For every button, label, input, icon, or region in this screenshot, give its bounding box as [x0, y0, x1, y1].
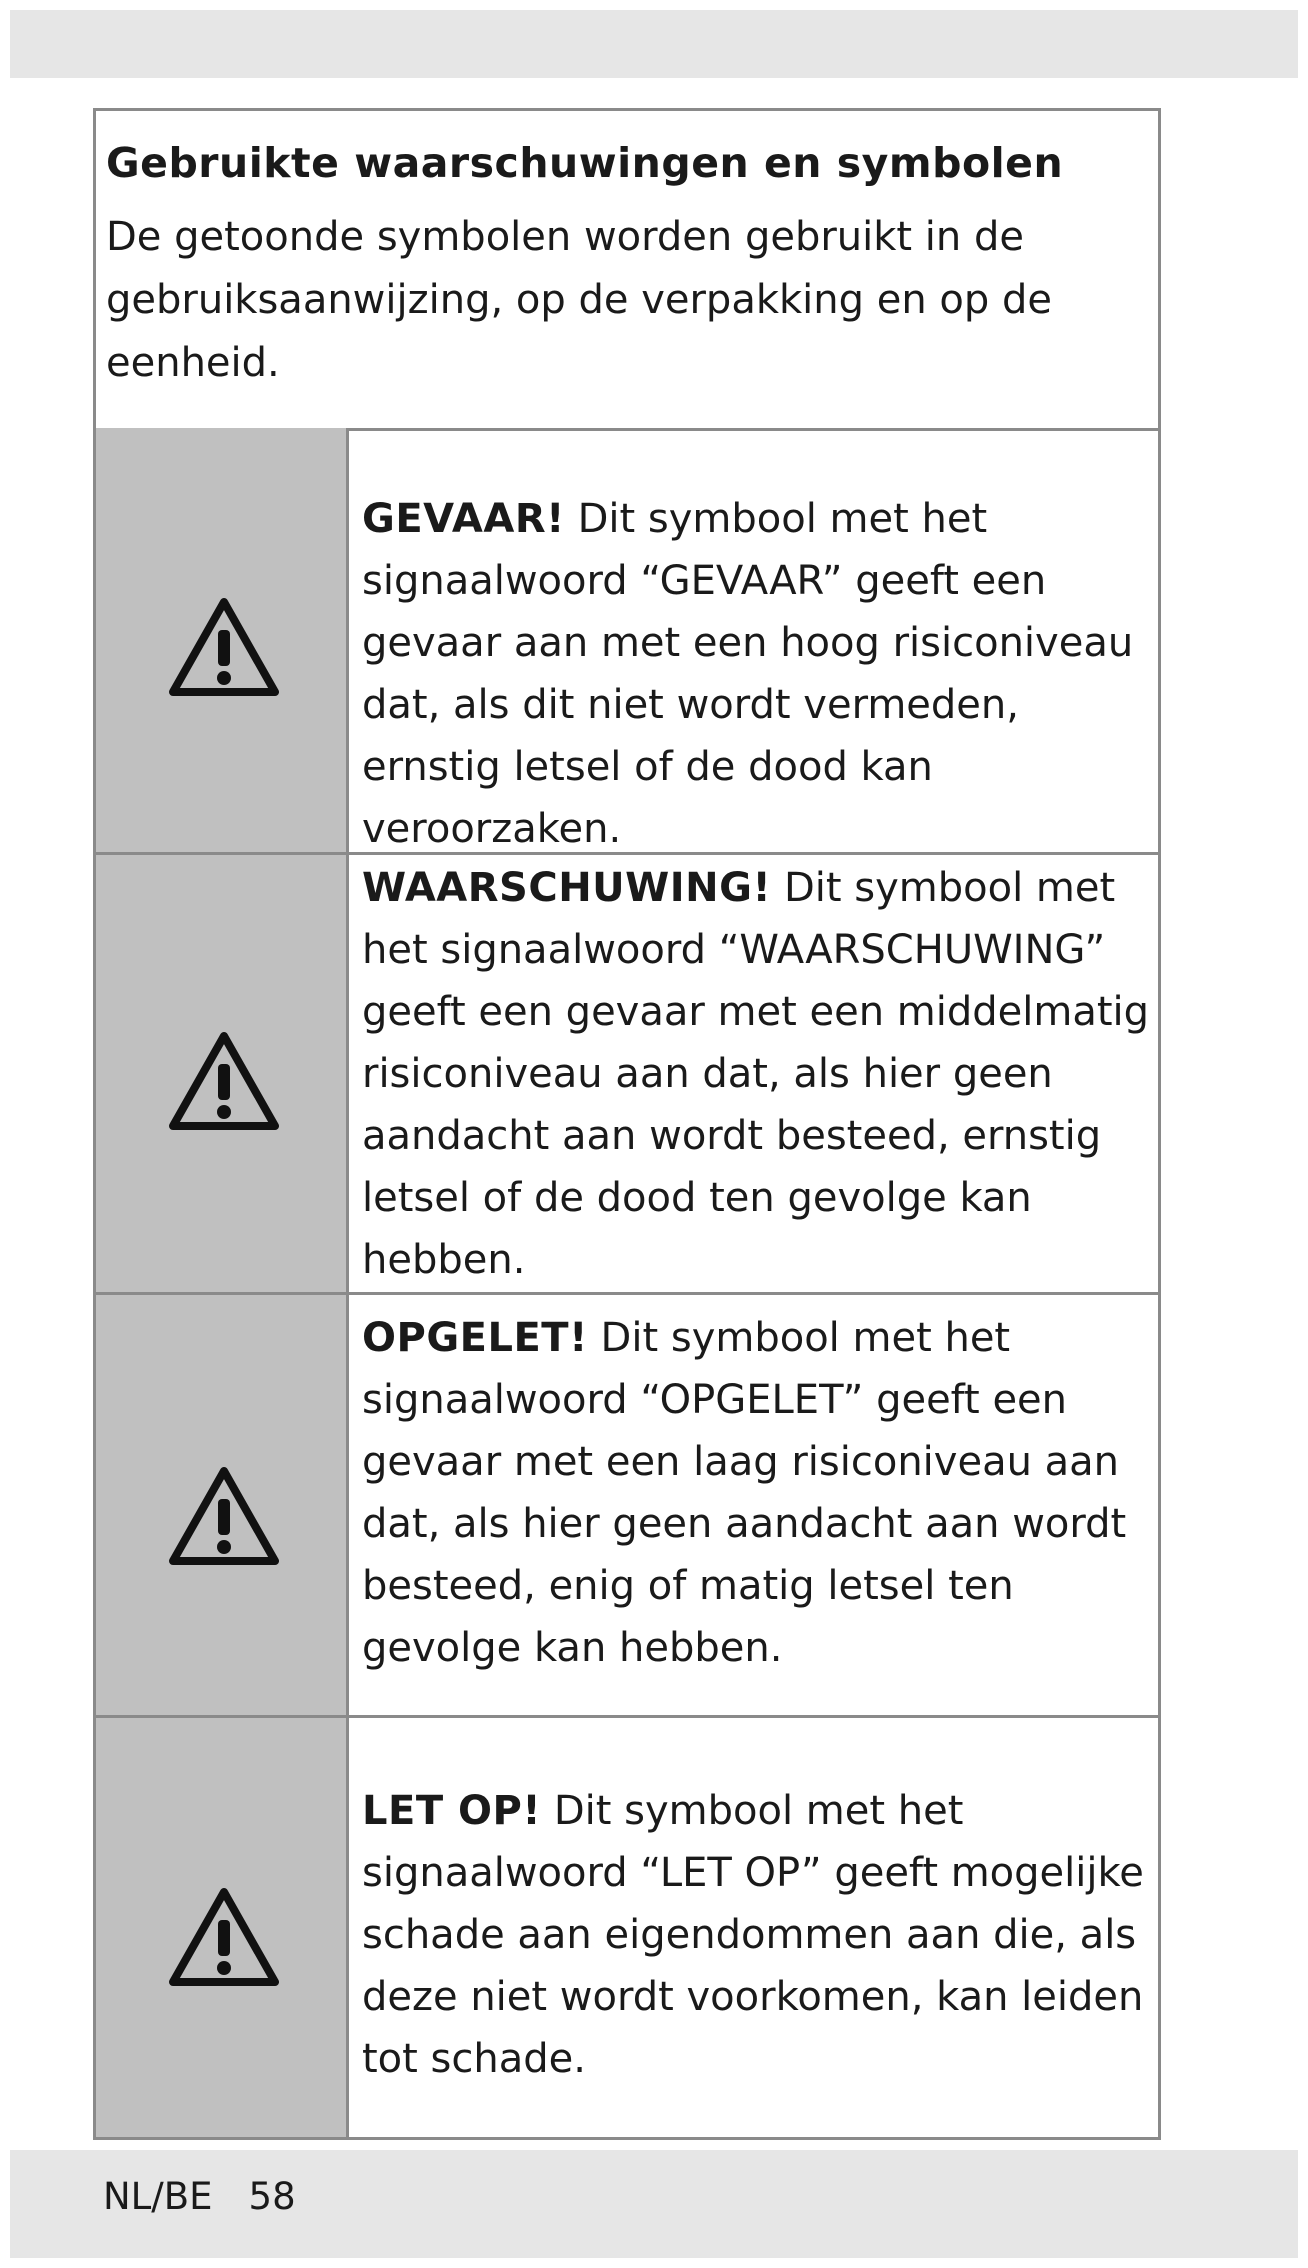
- page-number: 58: [248, 2175, 296, 2218]
- warning-description: Dit symbool met het signaalwoord “OPGELET” geeft een gevaar met een laag risiconiveau aan dat, als hier geen aandacht aan wordt besteed, enig of matig letsel ten gevolge kan hebben.: [362, 1315, 1127, 1671]
- section-title: Gebruikte waarschuwingen en symbolen: [106, 139, 1064, 187]
- warning-text: [362, 1307, 1152, 1679]
- signal-word-let-op: LET OP!: [362, 1788, 542, 1834]
- warning-triangle-icon: [167, 1465, 281, 1567]
- icon-cell: [96, 428, 349, 852]
- warning-triangle-icon: [167, 1886, 281, 1988]
- intro-text: De getoonde symbolen worden gebruikt in de gebruiksaanwijzing, op de verpakking en op de eenheid.: [106, 214, 1052, 386]
- warnings-table: [93, 108, 1161, 2140]
- warning-text: [362, 488, 1152, 860]
- signal-word-waarschuwing: WAARSCHUWING!: [362, 865, 772, 911]
- warning-description: Dit symbool met het signaalwoord “GEVAAR” geeft een gevaar aan met een hoog risiconiveau dat, als dit niet wordt vermeden, ernstig letsel of de dood kan veroorzaken.: [362, 496, 1134, 852]
- signal-word-opgelet: OPGELET!: [362, 1315, 588, 1361]
- warning-text: [362, 1780, 1152, 2090]
- signal-word-gevaar: GEVAAR!: [362, 496, 565, 542]
- locale-label: NL/BE: [103, 2175, 213, 2218]
- top-band: [10, 10, 1298, 78]
- warning-description: Dit symbool met het signaalwoord “WAARSCHUWING” geeft een gevaar met een middelmatig risiconiveau aan dat, als hier geen aandacht aan wordt besteed, ernstig letsel of de dood ten gevolge kan hebben.: [362, 865, 1150, 1283]
- icon-cell: [96, 1295, 349, 1715]
- table-header: [96, 111, 1158, 431]
- warning-row-let-op: [96, 1718, 1158, 2137]
- warning-description: Dit symbool met het signaalwoord “LET OP” geeft mogelijke schade aan eigendommen aan die, als deze niet wordt voorkomen, kan leiden tot schade.: [362, 1788, 1144, 2082]
- warning-triangle-icon: [167, 596, 281, 698]
- warning-text: [362, 857, 1152, 1291]
- icon-cell: [96, 1718, 349, 2137]
- warning-row-opgelet: [96, 1295, 1158, 1718]
- icon-cell: [96, 855, 349, 1292]
- page-footer: [103, 2175, 296, 2218]
- warning-row-waarschuwing: [96, 855, 1158, 1295]
- warning-row-gevaar: [96, 428, 1158, 855]
- warning-triangle-icon: [167, 1030, 281, 1132]
